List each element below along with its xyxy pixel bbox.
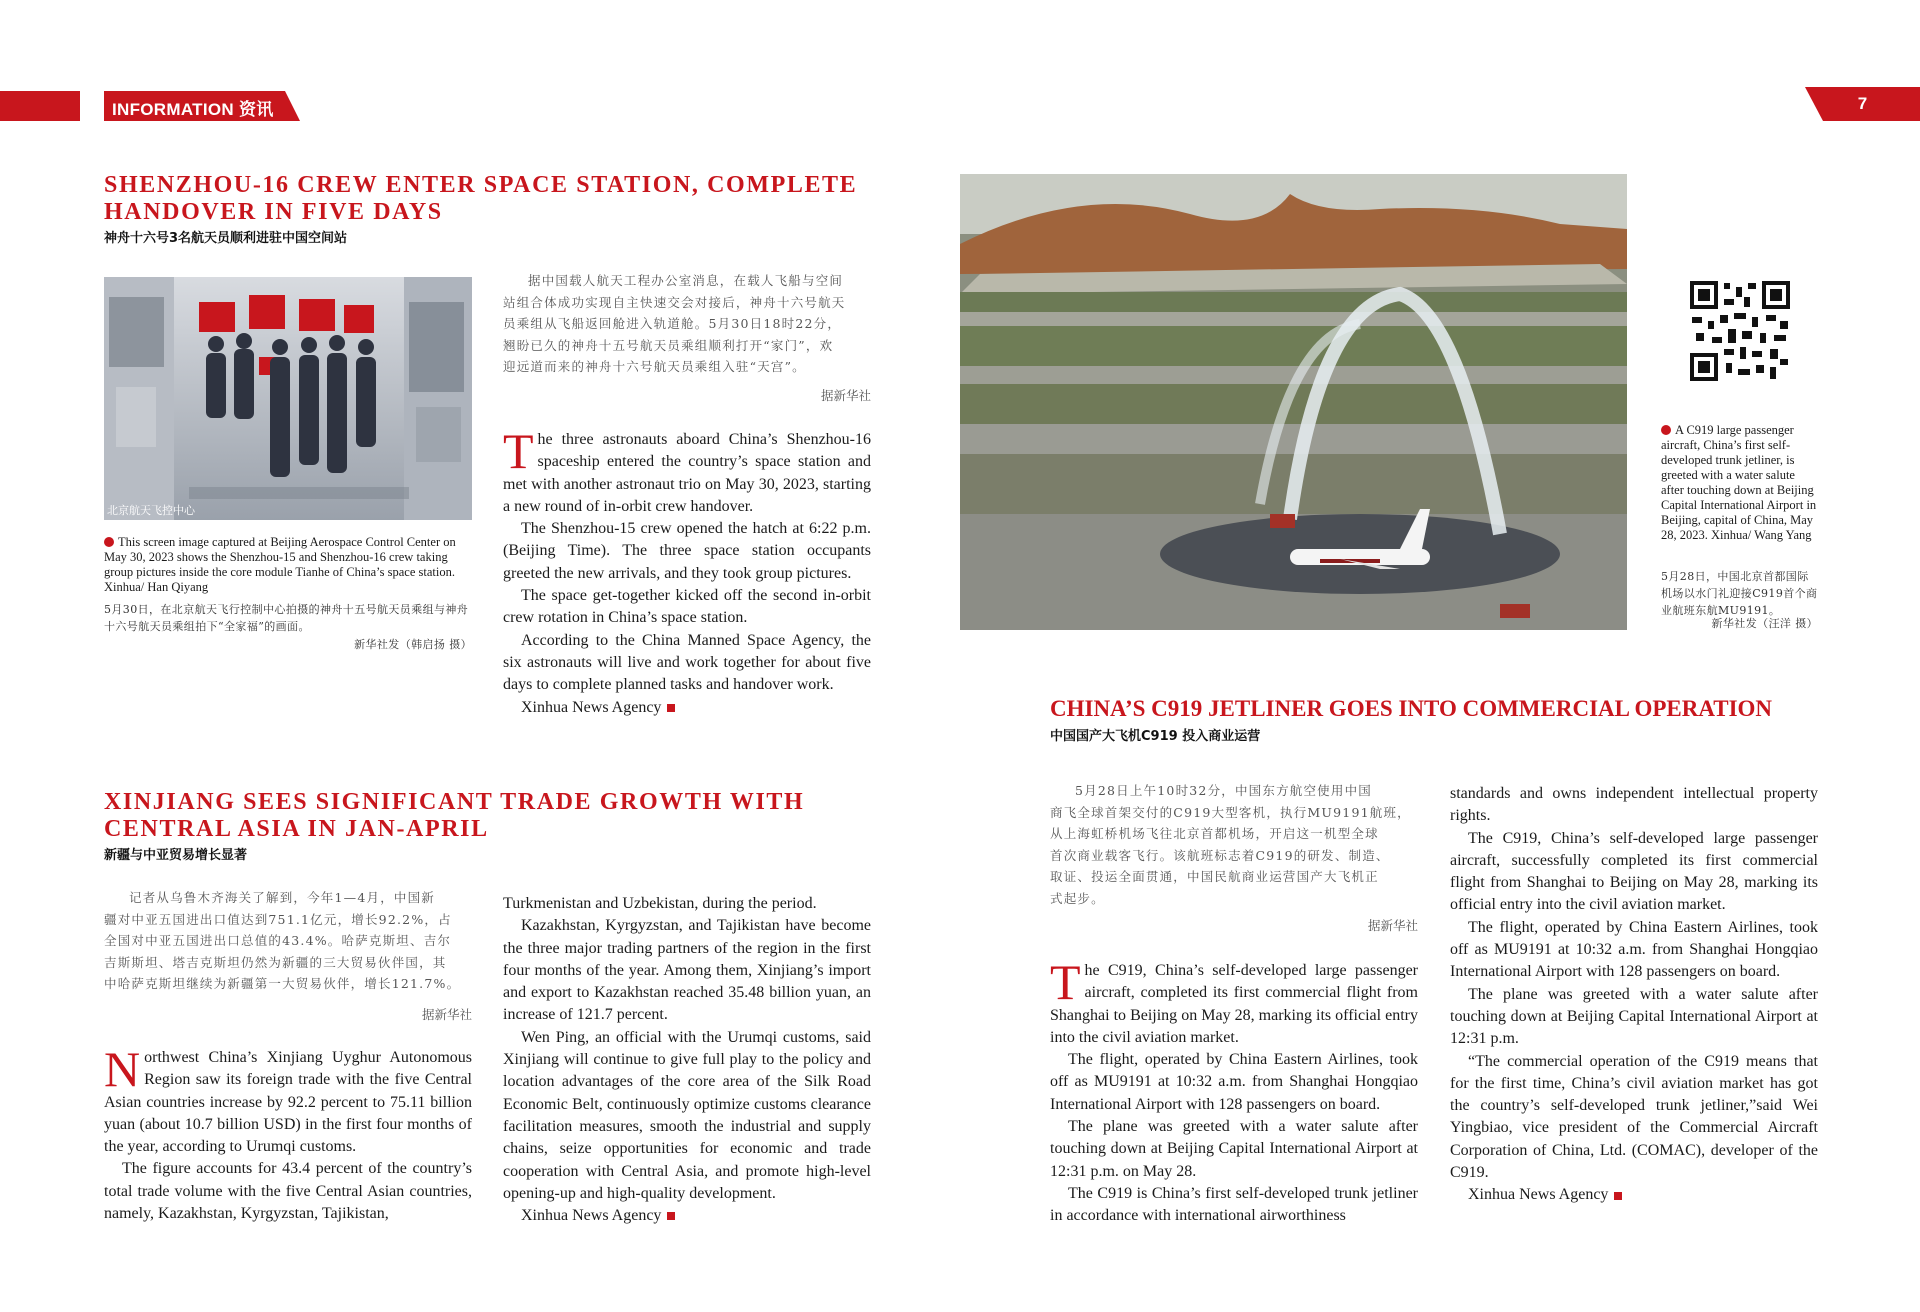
drop-cap: T: [503, 423, 534, 479]
article2-byline: Xinhua News Agency: [503, 1205, 871, 1227]
article1-byline: Xinhua News Agency: [503, 697, 871, 719]
section-label: INFORMATION 资讯: [112, 100, 274, 119]
end-mark: [667, 704, 675, 712]
astronauts-photo: [104, 277, 472, 520]
article3-title: CHINA’S C919 JETLINER GOES INTO COMMERCIAL OPERATION: [1050, 696, 1773, 721]
end-mark: [1614, 1192, 1622, 1200]
article3-para: The plane was greeted with a water salute after touching down at Beijing Capital International Airport at 12:31 p.m. on May 28.: [1050, 1118, 1418, 1180]
camera-icon: [104, 537, 114, 547]
article3-para: standards and owns independent intellectual property rights.: [1450, 785, 1818, 825]
zh-line: 迎远道而来的神舟十六号航天员乘组入驻“天宫”。: [503, 359, 806, 374]
zh-line: 吉斯斯坦、塔吉克斯坦仍然为新疆的三大贸易伙伴国，其: [104, 954, 447, 970]
article3-caption-en: [1661, 423, 1818, 543]
article3-para: The C919 is China’s first self-developed trunk jetliner in accordance with international airworthiness: [1050, 1184, 1418, 1225]
camera-icon: [1661, 425, 1671, 435]
qr-code[interactable]: [1690, 281, 1790, 381]
article1-caption-zh: 5月30日，在北京航天飞行控制中心拍摄的神舟十五号航天员乘组与神舟十六号航天员乘组拍下“全家福”的画面。: [104, 603, 469, 633]
article3-col1: [1050, 954, 1418, 1228]
zh-line: 站组合体成功实现自主快速交会对接后，神舟十六号航天: [503, 294, 846, 310]
article3-byline: Xinhua News Agency: [1450, 1184, 1818, 1206]
right-page-bar: [1805, 87, 1920, 121]
article2-para: Wen Ping, an official with the Urumqi customs, said Xinjiang will continue to give full play to the policy and location advantages of the core area of the Silk Road Economic Belt, continuously optimize customs clearance facilitation measures, smooth the industrial and supply chains, seize opportunities for economic and trade cooperation with Central Asia, and promote high-level opening-up and high-quality development.: [503, 1028, 871, 1202]
zh-line: 5月28日上午10时32分，中国东方航空使用中国: [1075, 783, 1372, 798]
article3-caption-zh: 5月28日，中国北京首都国际机场以水门礼迎接C919首个商业航班东航MU9191。: [1661, 570, 1818, 617]
zh-line: 记者从乌鲁木齐海关了解到，今年1—4月，中国新: [129, 890, 436, 905]
zh-line: 式起步。: [1050, 890, 1105, 906]
right-page-number: 7: [1857, 94, 1868, 113]
article3-para: The flight, operated by China Eastern Airlines, took off as MU9191 at 10:32 a.m. from Shanghai Hongqiao International Airport with 128 passengers on board.: [1450, 918, 1818, 981]
article3-col2: [1450, 783, 1818, 1207]
zh-line: 首次商业载客飞行。该航班标志着C919的研发、制造、: [1050, 847, 1390, 863]
article2-para: Northwest China’s Xinjiang Uyghur Autonomous Region saw its foreign trade with the five Central Asian countries increase by 92.2 percent to 75.11 billion yuan (about 10.7 billion USD) in the first four months of the year, according to Urumqi customs.: [104, 1041, 472, 1156]
article1-subtitle-zh: 神舟十六号3名航天员顺利进驻中国空间站: [104, 231, 348, 246]
article2-zh-source: 据新华社: [421, 1007, 472, 1022]
article3-para: The C919, China’s self-developed large passenger aircraft, completed its first commercial flight from Shanghai to Beijing on May 28, marking its official entry into the civil aviation market.: [1050, 954, 1418, 1046]
article3-zh-source: 据新华社: [1367, 918, 1418, 933]
drop-cap: N: [104, 1041, 141, 1097]
article1-title: SHENZHOU-16 CREW ENTER SPACE STATION, COMPLETE HANDOVER IN FIVE DAYS: [104, 172, 858, 225]
article1-caption-text: This screen image captured at Beijing Aerospace Control Center on May 30, 2023 shows the Shenzhou-15 and Shenzhou-16 crew taking group pictures inside the core module Tianhe of China’s space station. Xinhua/ Han Qiyang: [104, 535, 456, 594]
article1-para: The space get-together kicked off the second in-orbit crew rotation in China’s space station.: [503, 587, 871, 627]
zh-line: 取证、投运全面贯通，中国民航商业运营国产大飞机正: [1050, 869, 1379, 884]
article2-col2: [503, 893, 871, 1227]
zh-line: 中哈萨克斯坦继续为新疆第一大贸易伙伴，增长121.7%。: [104, 976, 461, 991]
article1-body: [503, 423, 871, 719]
zh-line: 员乘组从飞船返回舱进入轨道舱。5月30日18时22分，: [503, 316, 842, 331]
article3-para: The C919, China’s self-developed large passenger aircraft, successfully completed its first commercial flight from Shanghai to Beijing on May 28, marking its official entry into the civil aviation market.: [1450, 829, 1818, 914]
article2-para: Turkmenistan and Uzbekistan, during the period.: [503, 895, 817, 912]
zh-line: 全国对中亚五国进出口总值的43.4%。哈萨克斯坦、吉尔: [104, 933, 452, 948]
article2-zh-block: [104, 887, 472, 995]
article2-para: Kazakhstan, Kyrgyzstan, and Tajikistan have become the three major trading partners of the region in the first four months of the year. Among them, Xinjiang’s import and export to Kazakhstan reached 35.48 billion yuan, an increase of 121.7 percent.: [503, 917, 871, 1024]
zh-line: 据中国载人航天工程办公室消息，在载人飞船与空间: [528, 273, 844, 288]
article3-zh-block: [1050, 780, 1420, 909]
article3-caption-text: A C919 large passenger aircraft, China’s first self-developed trunk jetliner, is greeted with a water salute after touching down at Beijing Capital International Airport in Beijing, capital of China, May 28, 2023. Xinhua/ Wang Yang: [1661, 423, 1817, 542]
photo-watermark: 北京航天飞控中心: [107, 504, 195, 517]
article1-caption-en: [104, 535, 472, 595]
article2-para: The figure accounts for 43.4 percent of the country’s total trade volume with the five Central Asian countries, namely, Kazakhstan, Kyrgyzstan, Tajikistan,: [104, 1160, 472, 1223]
article1-zh-block: [503, 270, 873, 378]
section-header-bar: [0, 91, 300, 121]
article1-caption-zh-source: 新华社发（韩启扬 摄）: [354, 638, 472, 651]
article3-para: The plane was greeted with a water salute after touching down at Beijing Capital International Airport at 12:31 p.m.: [1450, 985, 1818, 1048]
article3-para: The flight, operated by China Eastern Airlines, took off as MU9191 at 10:32 a.m. from Shanghai Hongqiao International Airport with 128 passengers on board.: [1050, 1051, 1418, 1113]
article1-para: According to the China Manned Space Agency, the six astronauts will live and work together for about five days to complete planned tasks and handover work.: [503, 631, 871, 694]
article3-subtitle-zh: 中国国产大飞机C919 投入商业运营: [1050, 729, 1261, 744]
c919-water-salute-photo: [960, 174, 1627, 630]
article2-subtitle-zh: 新疆与中亚贸易增长显著: [104, 848, 248, 863]
article3-para: “The commercial operation of the C919 means that for the first time, China’s civil aviation market has got the country’s self-developed trunk jetliner,”said Wei Yingbiao, vice president of the Commercial Aircraft Corporation of China, Ltd. (COMAC), developer of the C919.: [1450, 1052, 1818, 1182]
article2-col1: [104, 1041, 472, 1225]
article1-para: The Shenzhou-15 crew opened the hatch at 6:22 p.m. (Beijing Time). The three space station occupants greeted the new arrivals, and they took group pictures.: [503, 520, 871, 582]
left-page-number: 6: [80, 95, 89, 112]
article3-caption-zh-source: 新华社发（汪洋 摄）: [1711, 617, 1818, 630]
drop-cap: T: [1050, 954, 1081, 1010]
zh-line: 疆对中亚五国进出口值达到751.1亿元，增长92.2%，占: [104, 911, 452, 927]
end-mark: [667, 1212, 675, 1220]
article1-para: The three astronauts aboard China’s Shenzhou-16 spaceship entered the country’s space station and met with another astronaut trio on May 30, 2023, starting a new round of in-orbit crew handover.: [503, 423, 871, 515]
article2-title: XINJIANG SEES SIGNIFICANT TRADE GROWTH WITH CENTRAL ASIA IN JAN-APRIL: [104, 789, 805, 842]
article1-zh-source: 据新华社: [820, 388, 871, 403]
zh-line: 翘盼已久的神舟十五号航天员乘组顺利打开“家门”，欢: [503, 337, 834, 353]
zh-line: 从上海虹桥机场飞往北京首都机场，开启这一机型全球: [1050, 826, 1379, 841]
zh-line: 商飞全球首架交付的C919大型客机，执行MU9191航班，: [1050, 804, 1411, 820]
